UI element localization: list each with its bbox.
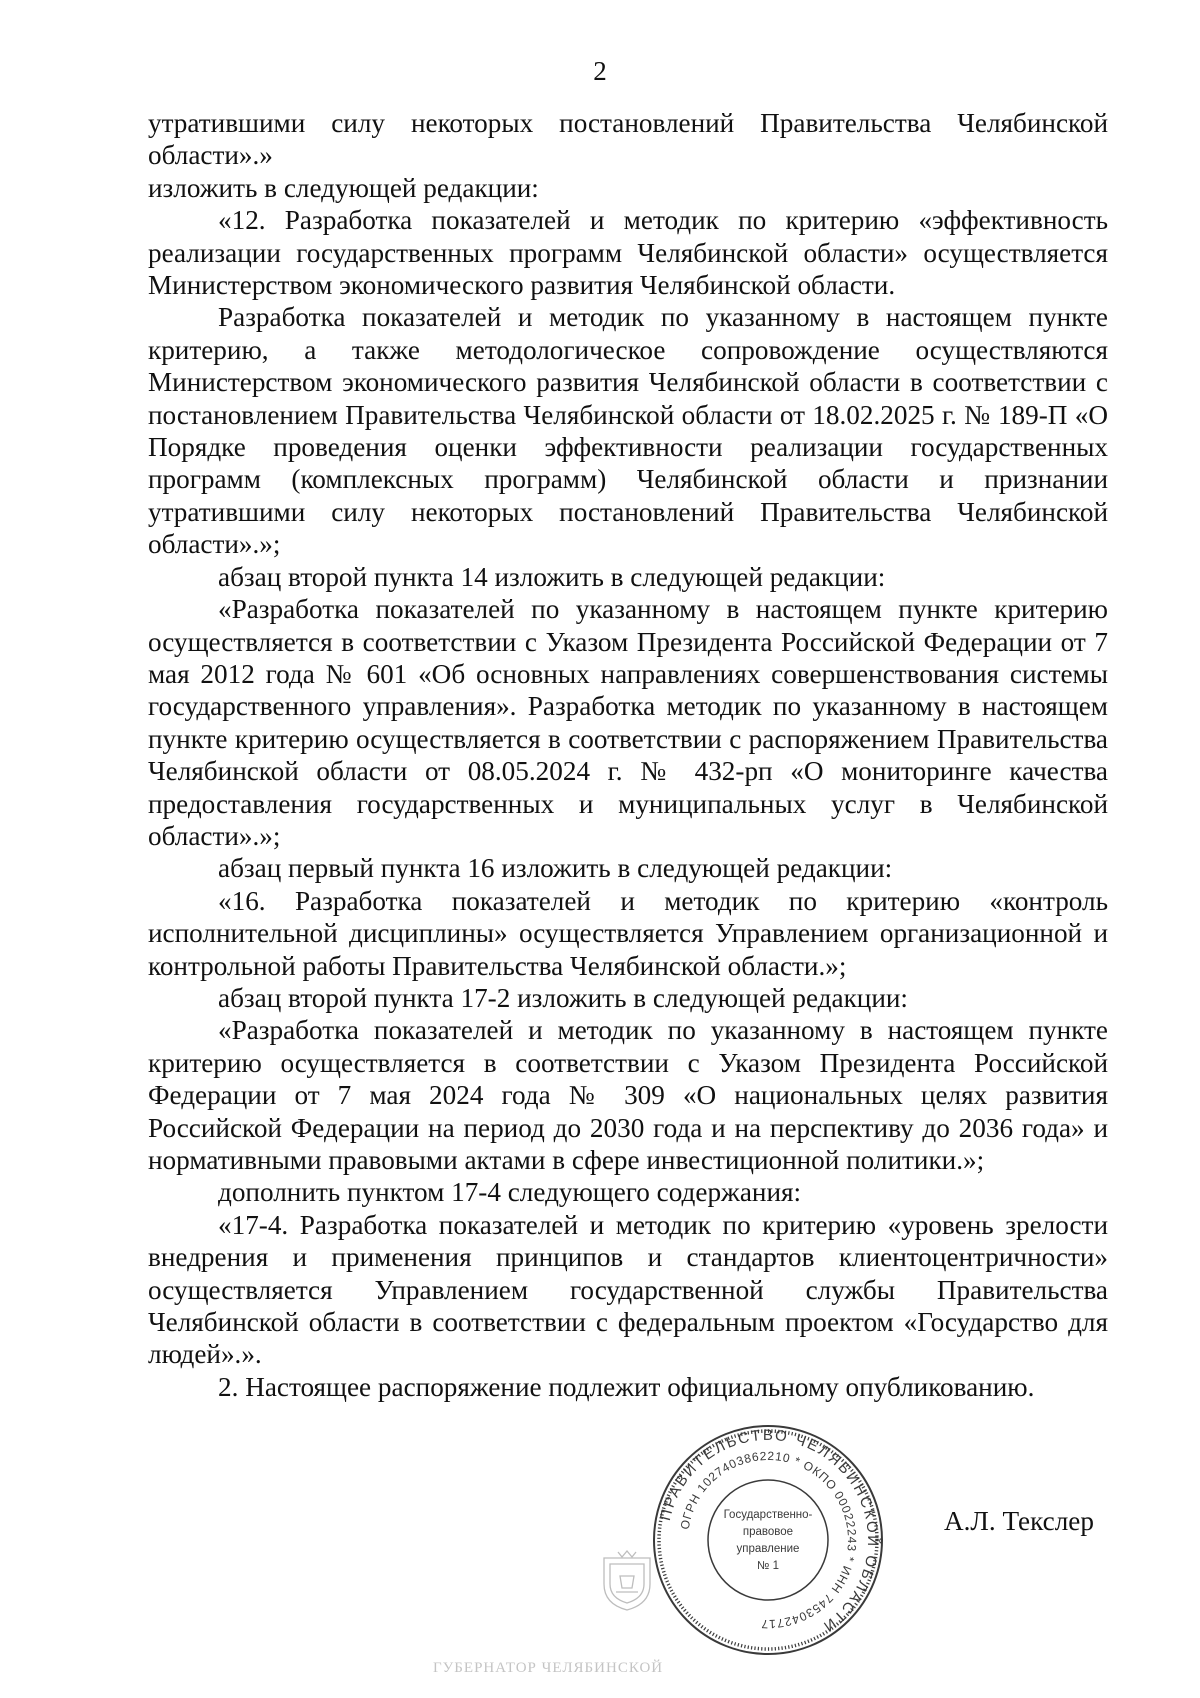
paragraph: «17-4. Разработка показателей и методик по критерию «уровень зрелости внедрения и применения принципов и стандартов клиентоцентричности» осуществляется Управлением государственной службы Правительства Челябинской области в соответствии с федеральным проектом «Государство для людей».». [148,1209,1108,1370]
seal-outer-text: ПРАВИТЕЛЬСТВО ЧЕЛЯБИНСКОЙ ОБЛАСТИ [656,1426,882,1636]
coat-of-arms-icon [598,1548,656,1612]
paragraph: утратившими силу некоторых постановлений Правительства Челябинской области».» [148,108,1108,171]
paragraph: абзац второй пункта 14 изложить в следующей редакции: [218,561,886,592]
page-number: 2 [593,56,607,86]
paragraph: Разработка показателей и методик по указанному в настоящем пункте критерию, а также методологическое сопровождение осуществляются Министерством экономического развития Челябинской области в соответствии с постановлением Правительства Челябинской области от 18.02.2025 г. № 189-П «О Порядке проведения оценки эффективности реализации государственных программ (комплексных программ) Челябинской области и признании утратившими силу некоторых постановлений Правительства Челябинской области».»; [148,302,1108,560]
paragraph: абзац второй пункта 17-2 изложить в следующей редакции: [218,982,908,1013]
seal-center-line: № 1 [757,1560,779,1572]
seal-center-line: правовое [742,1526,794,1538]
paragraph: дополнить пунктом 17-4 следующего содержания: [218,1177,802,1208]
paragraph: 2. Настоящее распоряжение подлежит официальному опубликованию. [218,1371,1035,1402]
signature-name: А.Л. Текслер [944,1506,1094,1536]
official-seal [651,1423,885,1657]
paragraph: «16. Разработка показателей и методик по критерию «контроль исполнительной дисциплины» осуществляется Управлением организационной и контрольной работы Правительства Челябинской области.»; [148,885,1108,981]
paragraph: абзац первый пункта 16 изложить в следующей редакции: [218,853,893,884]
seal-center-line: управление [736,1543,800,1555]
paragraph: «Разработка показателей и методик по указанному в настоящем пункте критерию осуществляется в соответствии с Указом Президента Российской Федерации от 7 мая 2024 года № 309 «О национальных целях развития Российской Федерации на период до 2030 года и на перспективу до 2036 года» и нормативными правовыми актами в сфере инвестиционной политики.»; [148,1015,1108,1175]
svg-text:ОГРН 1027403862210 * ОКПО 0002 [678,1449,859,1631]
body-text [148,107,1108,1403]
seal-inner-text: ОГРН 1027403862210 * ОКПО 00022243 * ИНН 7453042717 [677,1448,860,1632]
seal-center-line: Государственно- [723,1509,813,1521]
paragraph: «Разработка показателей по указанному в настоящем пункте критерию осуществляется в соответствии с Указом Президента Российской Федерации от 7 мая 2012 года № 601 «Об основных направлениях совершенствования системы государственного управления». Разработка методик по указанному в настоящем пункте критерию осуществляется в соответствии с распоряжением Правительства Челябинской области от 08.05.2024 г. № 432-рп «О мониторинге качества предоставления государственных и муниципальных услуг в Челябинской области».»; [148,594,1108,851]
paragraph: «12. Разработка показателей и методик по критерию «эффективность реализации государственных программ Челябинской области» осуществляется Министерством экономического развития Челябинской области. [148,205,1108,301]
paragraph: изложить в следующей редакции: [148,172,539,203]
faded-stamp-caption: ГУБЕРНАТОР ЧЕЛЯБИНСКОЙ [433,1660,664,1676]
